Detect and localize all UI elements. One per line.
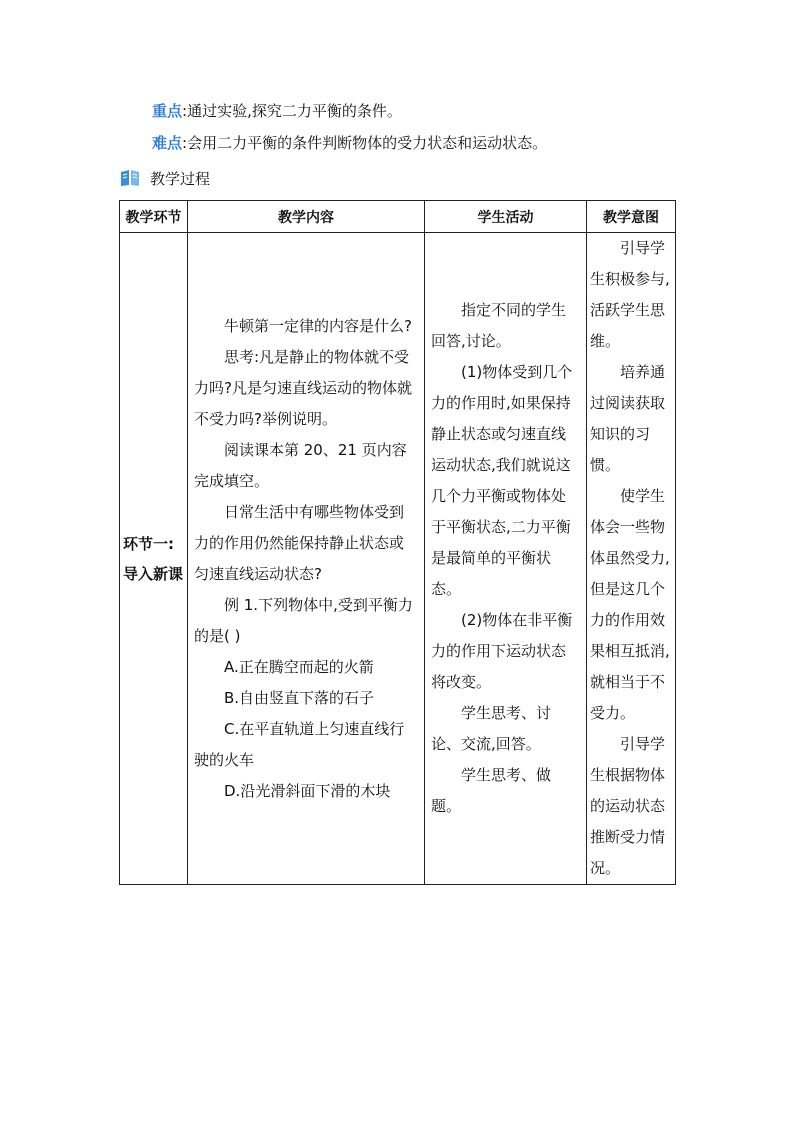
intent-paragraph: 使学生体会一些物体虽然受力,但是这几个力的作用效果相互抵消,就相当于不受力。	[590, 487, 670, 722]
header-stage: 教学环节	[120, 201, 188, 233]
header-intent: 教学意图	[587, 201, 676, 233]
key-point-text: :通过实验,探究二力平衡的条件。	[182, 102, 402, 120]
activity-paragraph: (1)物体受到几个力的作用时,如果保持静止状态或匀速直线运动状态,我们就说这几个力平衡或物体处于平衡状态,二力平衡是最简单的平衡状态。	[431, 363, 573, 598]
activity-paragraph: (2)物体在非平衡力的作用下运动状态将改变。	[431, 611, 573, 691]
activity-paragraph: 学生思考、讨论、交流,回答。	[431, 704, 552, 753]
activity-cell	[425, 233, 587, 885]
key-point-label: 重点	[152, 102, 183, 120]
difficult-point-label: 难点	[152, 134, 183, 152]
content-paragraph: 思考:凡是静止的物体就不受力吗?凡是匀速直线运动的物体就不受力吗?举例说明。	[194, 347, 412, 428]
section-header	[120, 167, 210, 189]
intent-paragraph: 培养通过阅读获取知识的习惯。	[590, 363, 666, 474]
intent-paragraph: 引导学生根据物体的运动状态推断受力情况。	[590, 735, 666, 877]
option-d: D.沿光滑斜面下滑的木块	[224, 781, 391, 800]
option-a: A.正在腾空而起的火箭	[224, 657, 374, 676]
difficult-point-text: :会用二力平衡的条件判断物体的受力状态和运动状态。	[182, 134, 548, 152]
option-c: C.在平直轨道上匀速直线行驶的火车	[194, 719, 405, 769]
header-content: 教学内容	[188, 201, 425, 233]
option-b: B.自由竖直下落的石子	[224, 688, 375, 707]
section-title: 教学过程	[150, 169, 211, 188]
stage-cell: 环节一:导入新课	[120, 233, 188, 885]
intent-paragraph: 引导学生积极参与,活跃学生思维。	[590, 239, 670, 350]
content-paragraph: 牛顿第一定律的内容是什么?	[224, 316, 412, 335]
content-paragraph: 日常生活中有哪些物体受到力的作用仍然能保持静止状态或匀速直线运动状态?	[194, 502, 405, 583]
content-paragraph: 阅读课本第 20、21 页内容完成填空。	[194, 440, 407, 490]
key-point-line	[152, 101, 402, 121]
difficult-point-line	[152, 133, 547, 153]
header-activity: 学生活动	[425, 201, 587, 233]
table-row	[120, 233, 676, 885]
table-header-row	[120, 201, 676, 233]
intent-cell	[587, 233, 676, 885]
teaching-process-table	[119, 200, 676, 885]
activity-paragraph: 指定不同的学生回答,讨论。	[431, 301, 567, 350]
content-cell	[188, 233, 425, 885]
activity-paragraph: 学生思考、做题。	[431, 766, 552, 815]
content-paragraph: 例 1.下列物体中,受到平衡力的是( )	[194, 595, 413, 645]
book-icon	[120, 169, 140, 187]
